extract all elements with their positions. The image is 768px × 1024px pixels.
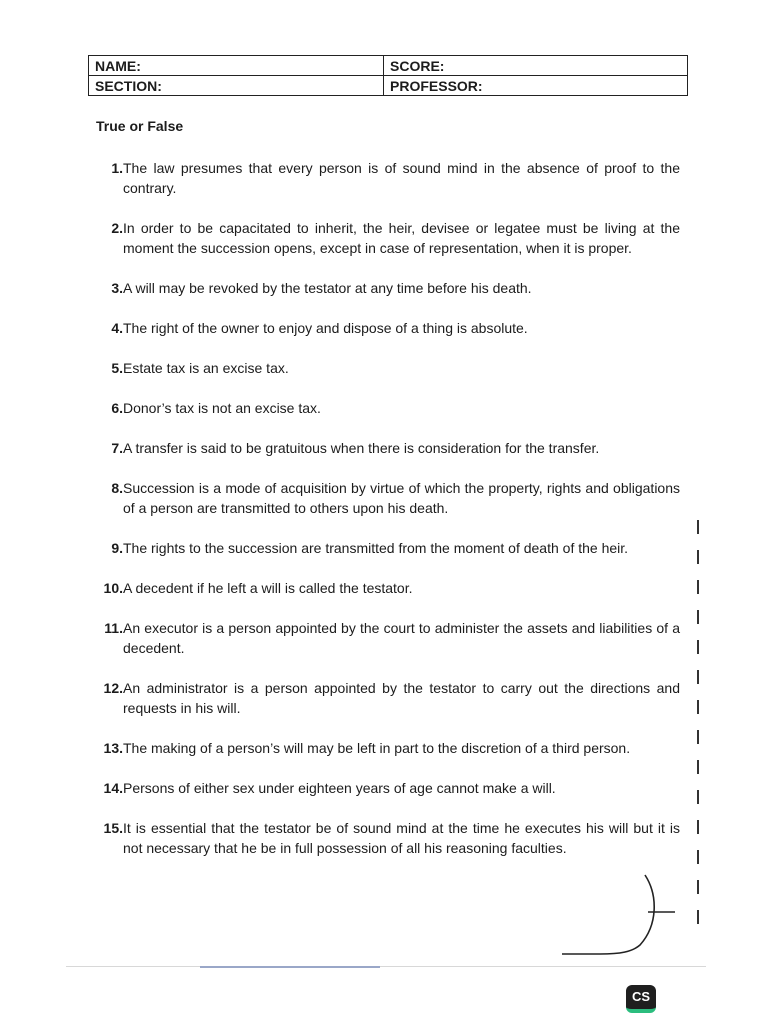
question-item [90,398,680,418]
question-item [90,158,680,198]
question-number: 1. [111,160,123,176]
question-number: 3. [111,280,123,296]
question-item [90,318,680,338]
question-number: 6. [111,400,123,416]
question-number: 8. [111,480,123,496]
question-text: The rights to the succession are transmitted from the moment of death of the heir. [123,540,629,556]
question-number: 13. [103,740,123,756]
question-text: A transfer is said to be gratuitous when there is consideration for the transfer. [123,440,600,456]
question-text: An administrator is a person appointed by the testator to carry out the directions and requests in his will. [123,680,680,716]
signature-scribble [540,870,690,960]
question-item [90,578,680,598]
name-label: NAME: [89,56,384,76]
question-text: A will may be revoked by the testator at any time before his death. [123,280,532,296]
question-text: Persons of either sex under eighteen years of age cannot make a will. [123,780,556,796]
question-item [90,538,680,558]
question-number: 14. [103,780,123,796]
question-number: 10. [103,580,123,596]
info-row [89,56,688,76]
question-text: The making of a person’s will may be left in part to the discretion of a third person. [123,740,631,756]
question-item [90,278,680,298]
question-item [90,478,680,518]
question-text: An executor is a person appointed by the court to administer the assets and liabilities of a decedent. [123,620,680,656]
student-info-table [88,55,688,96]
question-list [90,158,680,878]
question-number: 12. [103,680,123,696]
footer-divider [66,966,706,967]
question-text: Succession is a mode of acquisition by virtue of which the property, rights and obligations of a person are transmitted to others upon his death. [123,480,680,516]
question-number: 7. [111,440,123,456]
section-title: True or False [96,118,184,134]
camscanner-logo-icon: CS [626,985,656,1013]
section-label: SECTION: [89,76,384,96]
info-row [89,76,688,96]
question-item [90,438,680,458]
question-text: It is essential that the testator be of sound mind at the time he executes his will but it is not necessary that he be in full possession of all his reasoning faculties. [123,820,680,856]
question-number: 11. [104,620,123,636]
question-text: The right of the owner to enjoy and dispose of a thing is absolute. [123,320,528,336]
question-number: 15. [103,820,123,836]
question-item [90,218,680,258]
question-text: The law presumes that every person is of sound mind in the absence of proof to the contrary. [123,160,680,196]
margin-pen-marks [697,520,703,960]
question-text: A decedent if he left a will is called the testator. [123,580,413,596]
question-item [90,778,680,798]
professor-label: PROFESSOR: [384,76,688,96]
question-text: In order to be capacitated to inherit, the heir, devisee or legatee must be living at the moment the succession opens, except in case of representation, when it is proper. [123,220,680,256]
question-item [90,618,680,658]
question-number: 2. [111,220,123,236]
score-label: SCORE: [384,56,688,76]
footer-divider-accent [200,966,380,968]
question-item [90,358,680,378]
question-item [90,818,680,858]
question-item [90,678,680,718]
question-item [90,738,680,758]
question-number: 9. [111,540,123,556]
question-text: Donor’s tax is not an excise tax. [123,400,321,416]
question-number: 4. [111,320,123,336]
question-number: 5. [111,360,123,376]
question-text: Estate tax is an excise tax. [123,360,289,376]
